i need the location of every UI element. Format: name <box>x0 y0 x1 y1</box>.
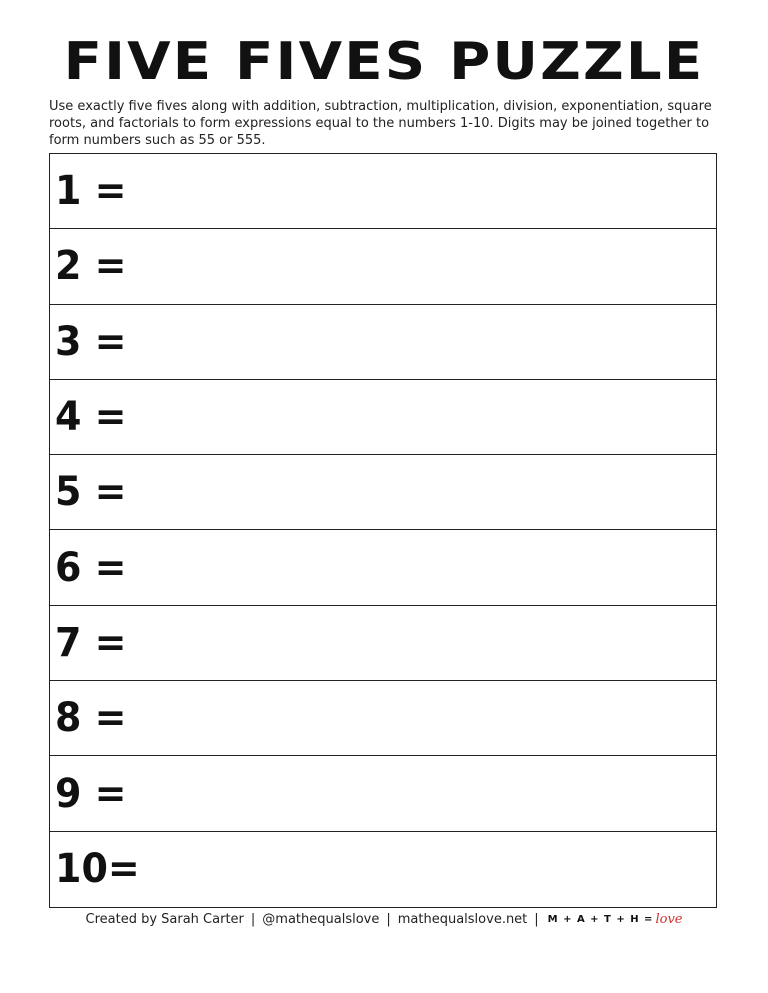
row-label: 5 = <box>55 469 127 516</box>
row-label: 1 = <box>55 168 127 215</box>
footer-separator: | <box>386 912 391 927</box>
row-label: 3 = <box>55 318 127 365</box>
row-label: 6 = <box>55 544 127 591</box>
answer-row-6[interactable] <box>50 530 716 605</box>
footer-handle: @mathequalslove <box>262 912 380 927</box>
answer-row-5[interactable] <box>50 455 716 530</box>
row-label: 4 = <box>55 394 127 441</box>
footer <box>0 912 768 927</box>
footer-credit: Created by Sarah Carter <box>85 912 244 927</box>
logo-letters: M + A + T + H = <box>547 914 654 925</box>
answer-row-10[interactable] <box>50 832 716 907</box>
row-label: 9 = <box>55 770 127 817</box>
logo-word: love <box>655 912 683 927</box>
answer-row-4[interactable] <box>50 380 716 455</box>
answer-row-3[interactable] <box>50 305 716 380</box>
footer-website: mathequalslove.net <box>397 912 528 927</box>
row-label: 10= <box>55 846 140 893</box>
answer-row-2[interactable] <box>50 229 716 304</box>
page-title: FIVE FIVES PUZZLE <box>63 32 705 92</box>
answer-table <box>49 153 717 908</box>
answer-row-9[interactable] <box>50 756 716 831</box>
answer-row-1[interactable] <box>50 154 716 229</box>
brand-logo <box>548 912 683 927</box>
answer-row-7[interactable] <box>50 606 716 681</box>
row-label: 8 = <box>55 695 127 742</box>
answer-row-8[interactable] <box>50 681 716 756</box>
instructions-text: Use exactly five fives along with addition, subtraction, multiplication, division, exponentiation, square roots, and factorials to form expressions equal to the numbers 1-10. Digits may be joined together to form numbers such as 55 or 555. <box>49 99 712 148</box>
footer-separator: | <box>250 912 256 927</box>
row-label: 2 = <box>55 243 127 290</box>
row-label: 7 = <box>55 619 127 666</box>
footer-separator: | <box>534 912 539 927</box>
